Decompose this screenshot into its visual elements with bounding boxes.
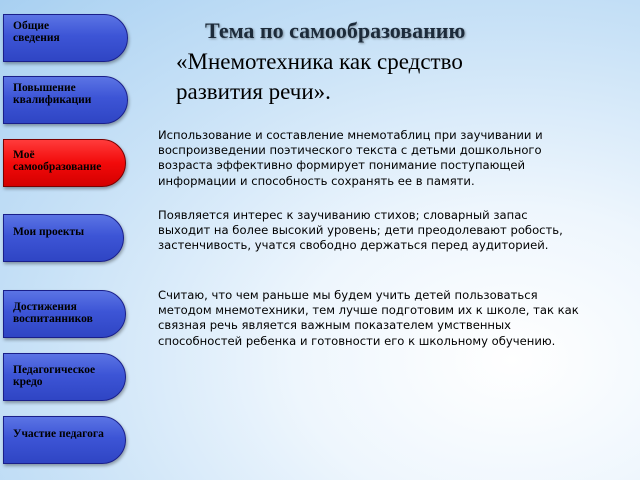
content-paragraph: Использование и составление мнемотаблиц при заучивании и воспроизведении поэтического текста с детьми дошкольного возраста эффективно формирует понимание поступающей информации и способность сохранять ее в памяти.	[158, 128, 543, 188]
nav-button-label: Моё самообразование	[13, 149, 102, 173]
page-subtitle: «Мнемотехника как средство развития речи».	[176, 49, 463, 104]
nav-button-label: Педагогическое кредо	[13, 364, 96, 388]
nav-button-label: Общие сведения	[13, 20, 60, 44]
nav-button-pedagogical-credo[interactable]	[3, 353, 126, 401]
nav-button-label: Достижения воспитанников	[13, 301, 93, 325]
nav-button-achievements[interactable]	[3, 290, 126, 338]
sidebar-nav	[0, 0, 140, 480]
content-paragraph: Появляется интерес к заучиванию стихов; словарный запас выходит на более высокий уровень; дети преодолевают робость, застенчивость, учатся свободно держаться перед аудиторией.	[158, 208, 563, 253]
nav-button-self-education[interactable]	[3, 139, 126, 187]
nav-button-label: Участие педагога	[13, 428, 104, 440]
content-paragraph: Считаю, что чем раньше мы будем учить детей пользоваться методом мнемотехники, тем лучше подготовим их к школе, так как связная речь является важным показателем умственных способностей ребенка и готовности его к школьному обучению.	[158, 288, 579, 348]
nav-button-general-info[interactable]	[3, 14, 128, 62]
nav-button-teacher-participation[interactable]	[3, 416, 126, 464]
nav-button-qualification[interactable]	[3, 76, 128, 124]
nav-button-label: Мои проекты	[13, 226, 85, 238]
page-title: Тема по самообразованию	[205, 18, 466, 43]
nav-button-label: Повышение квалификации	[13, 82, 92, 106]
nav-button-my-projects[interactable]	[3, 214, 124, 262]
